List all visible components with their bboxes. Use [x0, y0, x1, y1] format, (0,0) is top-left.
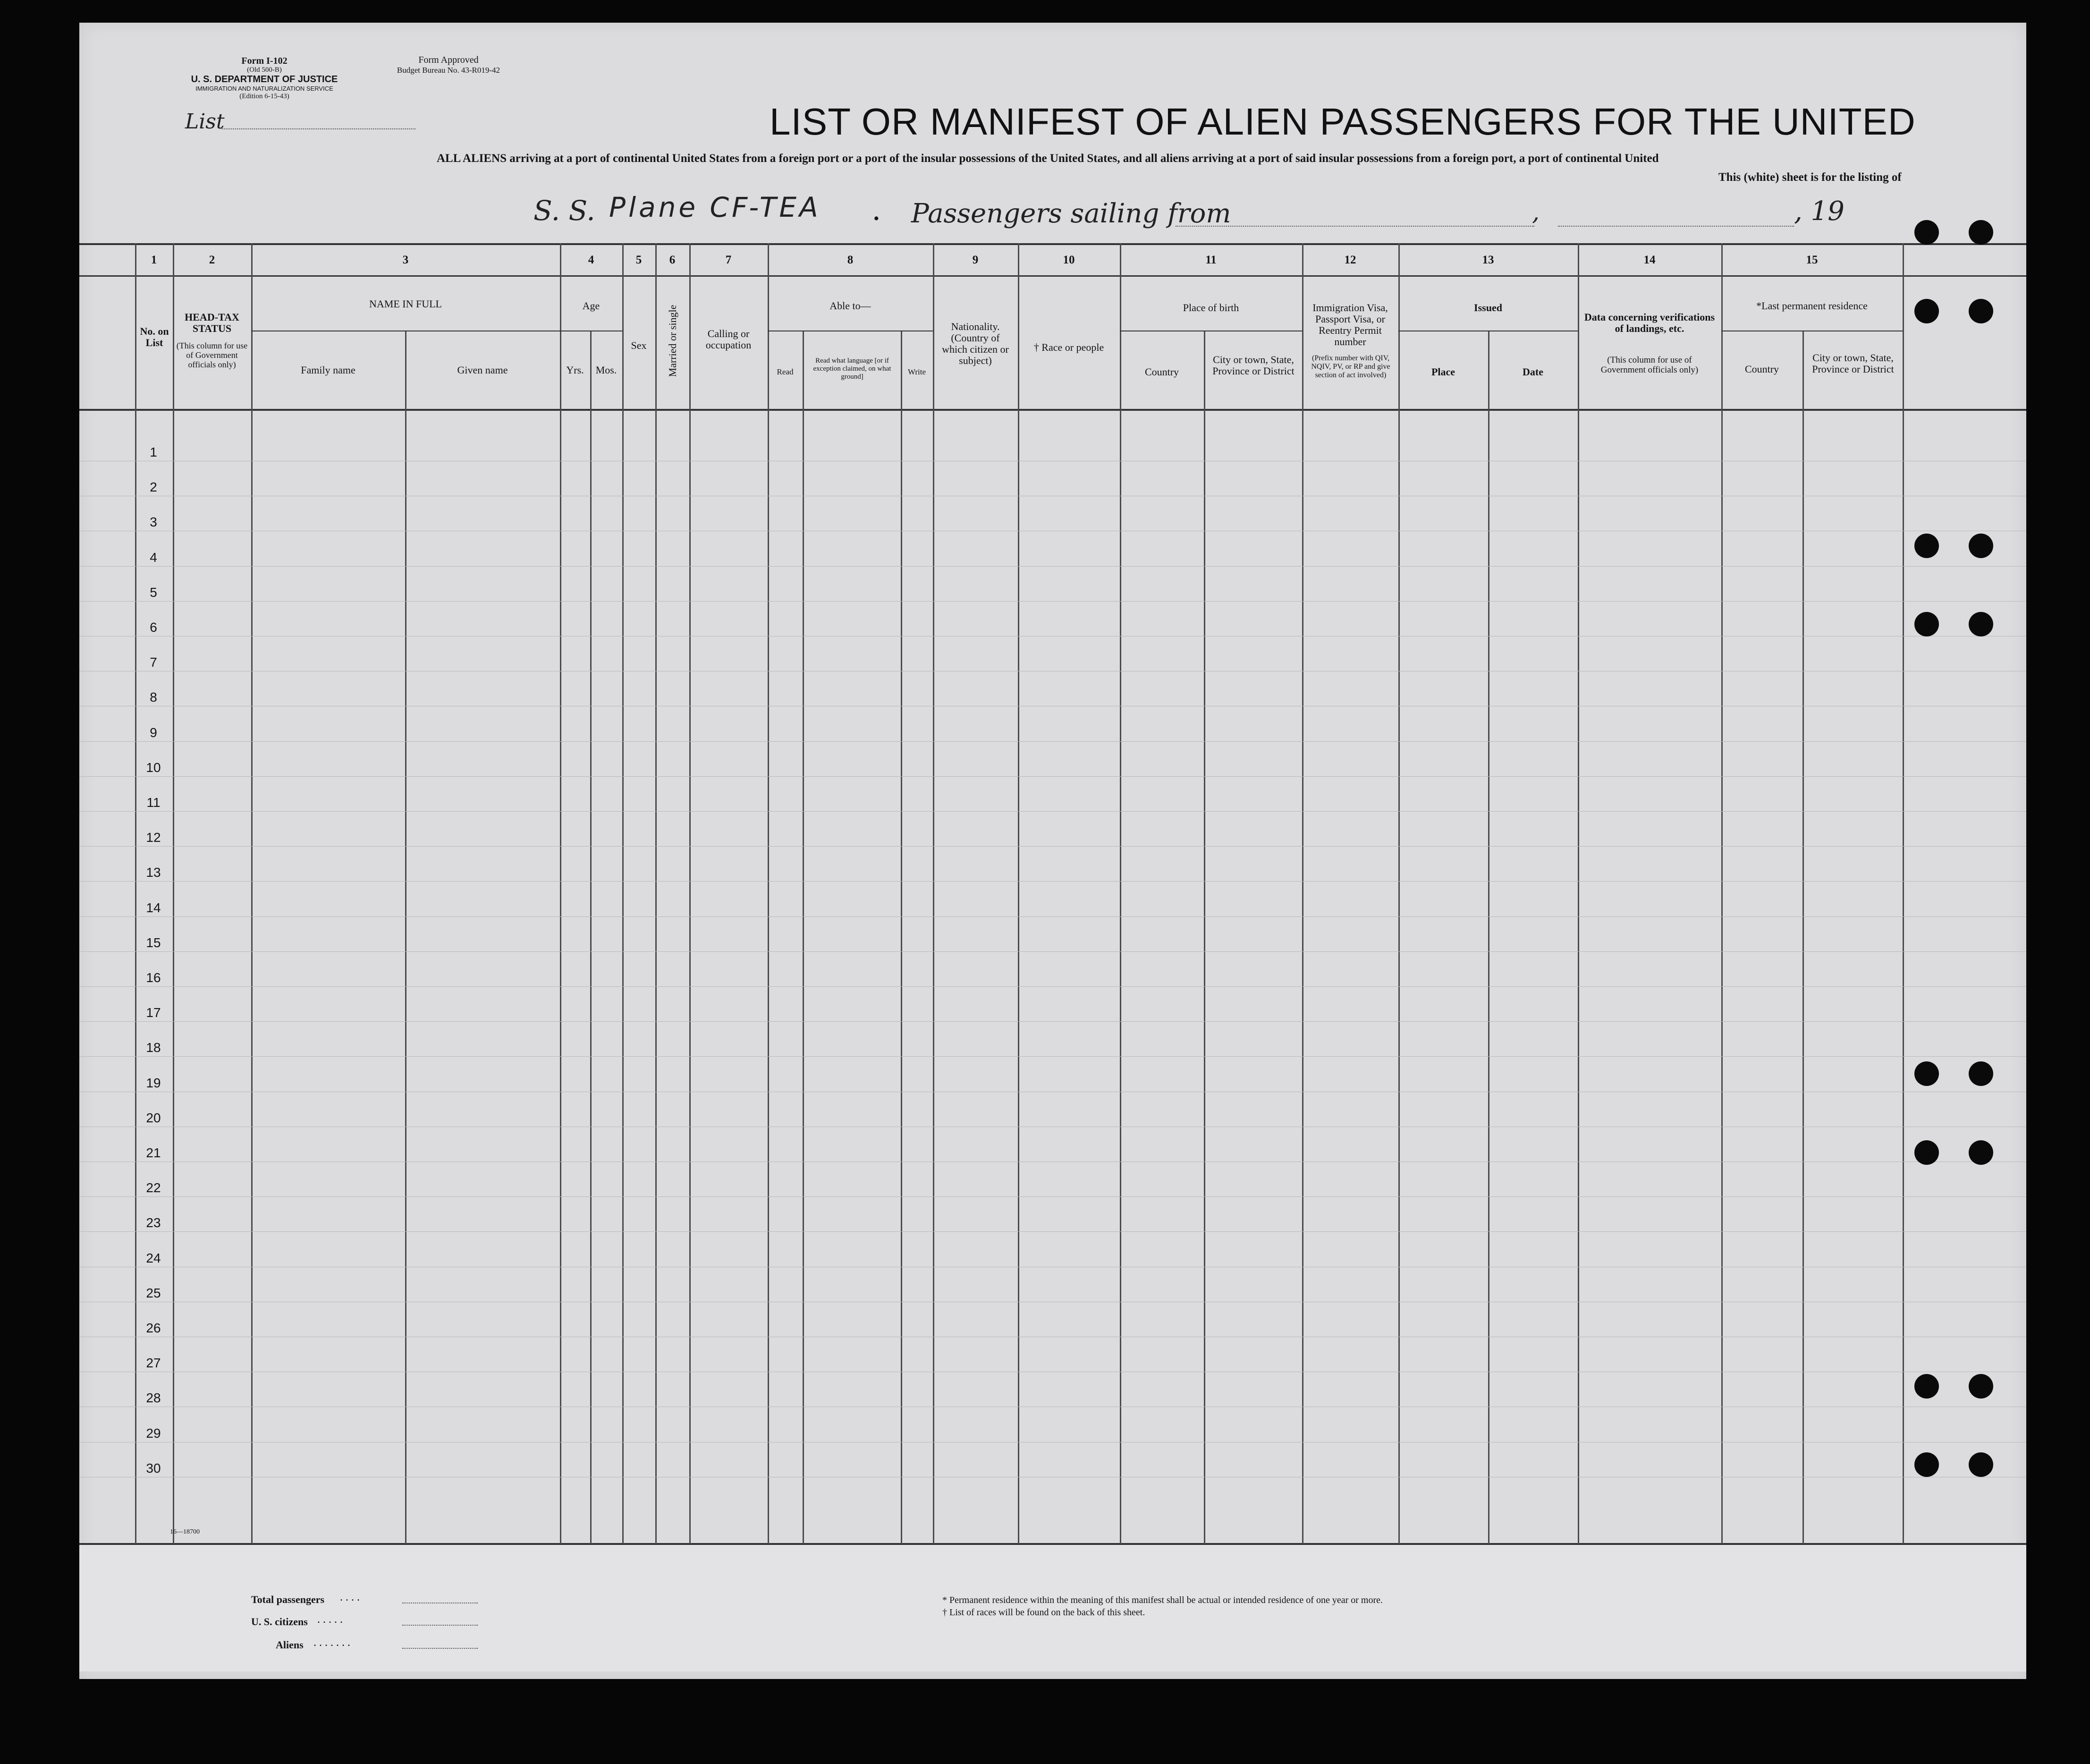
colnum-15: 15	[1806, 254, 1818, 266]
service: IMMIGRATION AND NATURALIZATION SERVICE	[195, 85, 333, 92]
row-number: 20	[146, 1111, 161, 1125]
hdr-issued-place: Place	[1431, 366, 1455, 378]
form-approved: Form Approved	[418, 55, 479, 65]
footnote-races: † List of races will be found on the back of this sheet.	[942, 1607, 1145, 1618]
hdr-birth-country: Country	[1144, 366, 1179, 378]
col-divider	[1398, 243, 1400, 1544]
colnum-rule	[79, 275, 2026, 277]
punch-hole	[1914, 1140, 1939, 1165]
row-number: 12	[146, 830, 161, 845]
hdr-issued-date: Date	[1523, 366, 1543, 378]
row-rule	[79, 986, 2026, 987]
edition: (Edition 6-15-43)	[239, 93, 289, 100]
colnum-2: 2	[209, 254, 215, 266]
print-code: 16—18700	[170, 1528, 200, 1535]
colnum-8: 8	[847, 254, 854, 266]
colnum-11: 11	[1205, 254, 1217, 266]
col-divider	[173, 243, 174, 1544]
colnum-5: 5	[635, 254, 642, 266]
row-number: 2	[150, 480, 157, 494]
vessel-dot: .	[873, 199, 880, 225]
row-rule	[79, 916, 2026, 917]
row-number: 23	[146, 1215, 161, 1230]
hdr-visa-note: (Prefix number with QIV, NQIV, PV, or RP and give section of act involved)	[1311, 354, 1390, 379]
row-rule	[79, 846, 2026, 847]
row-rule	[79, 601, 2026, 602]
col-divider	[689, 243, 691, 1544]
row-rule	[79, 1021, 2026, 1022]
hdr-issued: Issued	[1474, 302, 1502, 314]
footnote-residence: * Permanent residence within the meaning of this manifest shall be actual or intended residence of one year or more.	[942, 1595, 1383, 1605]
col-divider	[1721, 243, 1723, 1544]
colnum-4: 4	[588, 254, 594, 266]
row-number: 14	[146, 900, 161, 915]
ss-prefix: S. S.	[533, 195, 595, 227]
colnum-9: 9	[972, 254, 979, 266]
hdr-birth-city: City or town, State, Province or District	[1212, 354, 1295, 377]
col-divider	[251, 243, 253, 1544]
colnum-14: 14	[1643, 254, 1656, 266]
row-number: 27	[146, 1356, 161, 1370]
hdr-given-name: Given name	[457, 364, 508, 376]
hdr-res-city: City or town, State, Province or District	[1812, 352, 1894, 375]
hdr-place-of-birth: Place of birth	[1183, 302, 1239, 314]
total-passengers-label: Total passengers	[251, 1594, 325, 1605]
col-divider	[1120, 243, 1121, 1544]
colnum-1: 1	[151, 254, 157, 266]
row-number: 8	[150, 690, 157, 704]
row-rule	[79, 1056, 2026, 1057]
header-bottom-rule	[79, 409, 2026, 411]
list-number-line	[222, 128, 415, 129]
row-rule	[79, 951, 2026, 952]
hdr-married: Married or single	[667, 305, 678, 377]
hdr-read: Read	[777, 367, 794, 376]
row-rule	[79, 881, 2026, 882]
date-line	[1558, 226, 1794, 227]
hdr-nationality: Nationality. (Country of which citizen or subject)	[942, 321, 1009, 366]
leader-dots: . . . . .	[317, 1613, 343, 1626]
hdr-age: Age	[582, 300, 600, 312]
intro-line-2: This (white) sheet is for the listing of	[1718, 171, 1902, 184]
page-title: LIST OR MANIFEST OF ALIEN PASSENGERS FOR THE UNITED	[770, 101, 1916, 143]
hdr-no-on-list: No. on List	[140, 325, 169, 348]
table-bottom-rule	[79, 1543, 2026, 1545]
col-divider	[1903, 243, 1904, 1544]
aliens-label: Aliens	[276, 1639, 304, 1651]
col-divider	[1302, 243, 1303, 1544]
row-rule	[79, 1231, 2026, 1232]
punch-hole	[1969, 220, 1993, 245]
sailing-from-label: Passengers sailing from	[911, 198, 1231, 229]
row-rule	[79, 811, 2026, 812]
punch-hole	[1969, 299, 1993, 323]
form-meta	[175, 56, 354, 101]
row-rule	[79, 1196, 2026, 1197]
manifest-sheet	[79, 23, 2026, 1679]
leader-dots: . . . .	[340, 1591, 360, 1603]
row-number: 3	[150, 515, 157, 529]
row-number: 25	[146, 1286, 161, 1300]
col-divider	[933, 243, 934, 1544]
row-number: 4	[150, 550, 157, 565]
col-divider	[1488, 331, 1489, 1544]
hdr-write: Write	[907, 367, 926, 376]
col-divider	[768, 243, 769, 1544]
row-number: 13	[146, 865, 161, 880]
row-number: 6	[150, 620, 157, 635]
hdr-sex: Sex	[631, 339, 647, 351]
colnum-6: 6	[669, 254, 676, 266]
col-divider	[135, 243, 136, 1544]
row-number: 10	[146, 760, 161, 775]
old-number: (Old 500-B)	[247, 66, 282, 74]
us-citizens-label: U. S. citizens	[251, 1616, 308, 1628]
colnum-10: 10	[1063, 254, 1075, 266]
sailing-from-line	[1176, 226, 1534, 227]
col-divider	[1802, 331, 1804, 1544]
hdr-calling: Calling or occupation	[705, 328, 752, 351]
punch-hole	[1969, 534, 1993, 558]
punch-hole	[1969, 1140, 1993, 1165]
row-number: 29	[146, 1426, 161, 1441]
colnum-7: 7	[725, 254, 732, 266]
aliens-field	[402, 1648, 478, 1649]
col-divider	[1018, 243, 1019, 1544]
hdr-res-country: Country	[1744, 363, 1779, 375]
col-divider	[803, 331, 804, 1544]
comma: ,	[1532, 198, 1540, 226]
hdr-yrs: Yrs.	[566, 364, 584, 376]
row-number: 18	[146, 1040, 161, 1055]
row-number: 9	[150, 725, 157, 740]
row-number: 21	[146, 1145, 161, 1160]
row-number: 15	[146, 935, 161, 950]
row-number: 11	[146, 795, 161, 810]
col-divider	[1204, 331, 1205, 1544]
punch-hole	[1914, 299, 1939, 323]
hdr-race: † Race or people	[1033, 341, 1104, 353]
row-rule	[79, 741, 2026, 742]
punch-hole	[1914, 534, 1939, 558]
punch-hole	[1969, 1061, 1993, 1086]
hdr-head-tax: HEAD-TAX STATUS	[185, 311, 239, 334]
row-number: 22	[146, 1180, 161, 1195]
hdr-verification: Data concerning verifications of landings, etc.	[1584, 311, 1715, 334]
hdr-mos: Mos.	[595, 364, 617, 376]
punch-hole	[1969, 1374, 1993, 1399]
row-number: 19	[146, 1076, 161, 1090]
leader-dots: . . . . . . .	[313, 1637, 350, 1649]
punch-hole	[1969, 612, 1993, 636]
hdr-read-language: Read what language [or if exception claimed, on what ground]	[813, 357, 891, 381]
row-number: 26	[146, 1321, 161, 1335]
colnum-3: 3	[402, 254, 409, 266]
row-number: 17	[146, 1005, 161, 1020]
row-number: 7	[150, 655, 157, 670]
punch-hole	[1969, 1452, 1993, 1477]
col-divider	[590, 331, 592, 1544]
row-number: 5	[150, 585, 157, 600]
hdr-last-residence: *Last permanent residence	[1756, 300, 1868, 312]
intro-line-1: ALL ALIENS arriving at a port of continental United States from a foreign port or a port of the insular possessions of the United States, and all aliens arriving at a port of said insular possessions from a foreign port, a port of continental United	[437, 152, 1659, 165]
form-number: Form I-102	[241, 56, 288, 66]
list-label: List	[185, 110, 225, 134]
hdr-able-to: Able to—	[829, 300, 871, 312]
vessel-name-handwritten: Plane CF-TEA	[609, 191, 821, 223]
col-divider	[405, 331, 406, 1544]
row-number: 1	[150, 445, 157, 459]
hdr-visa: Immigration Visa, Passport Visa, or Reentry Permit number	[1312, 302, 1388, 348]
col-divider	[655, 243, 657, 1544]
col-divider	[901, 331, 902, 1544]
row-number: 28	[146, 1391, 161, 1405]
row-number: 24	[146, 1251, 161, 1265]
colnum-13: 13	[1482, 254, 1494, 266]
hdr-family-name: Family name	[301, 364, 355, 376]
col-divider	[1578, 243, 1579, 1544]
budget-bureau: Budget Bureau No. 43-R019-42	[397, 66, 500, 75]
punch-hole	[1914, 612, 1939, 636]
hdr-head-tax-note: (This column for use of Government officials only)	[176, 341, 248, 369]
department: U. S. DEPARTMENT OF JUSTICE	[191, 74, 338, 85]
col-divider	[622, 243, 624, 1544]
punch-hole	[1914, 1452, 1939, 1477]
punch-hole	[1914, 220, 1939, 245]
approval-block	[378, 55, 519, 76]
table-top-rule	[79, 243, 2026, 245]
colnum-12: 12	[1344, 254, 1356, 266]
row-number: 16	[146, 970, 161, 985]
punch-hole	[1914, 1061, 1939, 1086]
us-citizens-field	[402, 1625, 478, 1626]
punch-hole	[1914, 1374, 1939, 1399]
col-divider	[560, 243, 561, 1544]
row-rule	[79, 776, 2026, 777]
hdr-verification-note: (This column for use of Government officials only)	[1600, 355, 1699, 375]
row-number: 30	[146, 1461, 161, 1476]
hdr-name-in-full: NAME IN FULL	[369, 298, 442, 310]
year-prefix: , 19	[1794, 196, 1845, 227]
row-rule	[79, 566, 2026, 567]
